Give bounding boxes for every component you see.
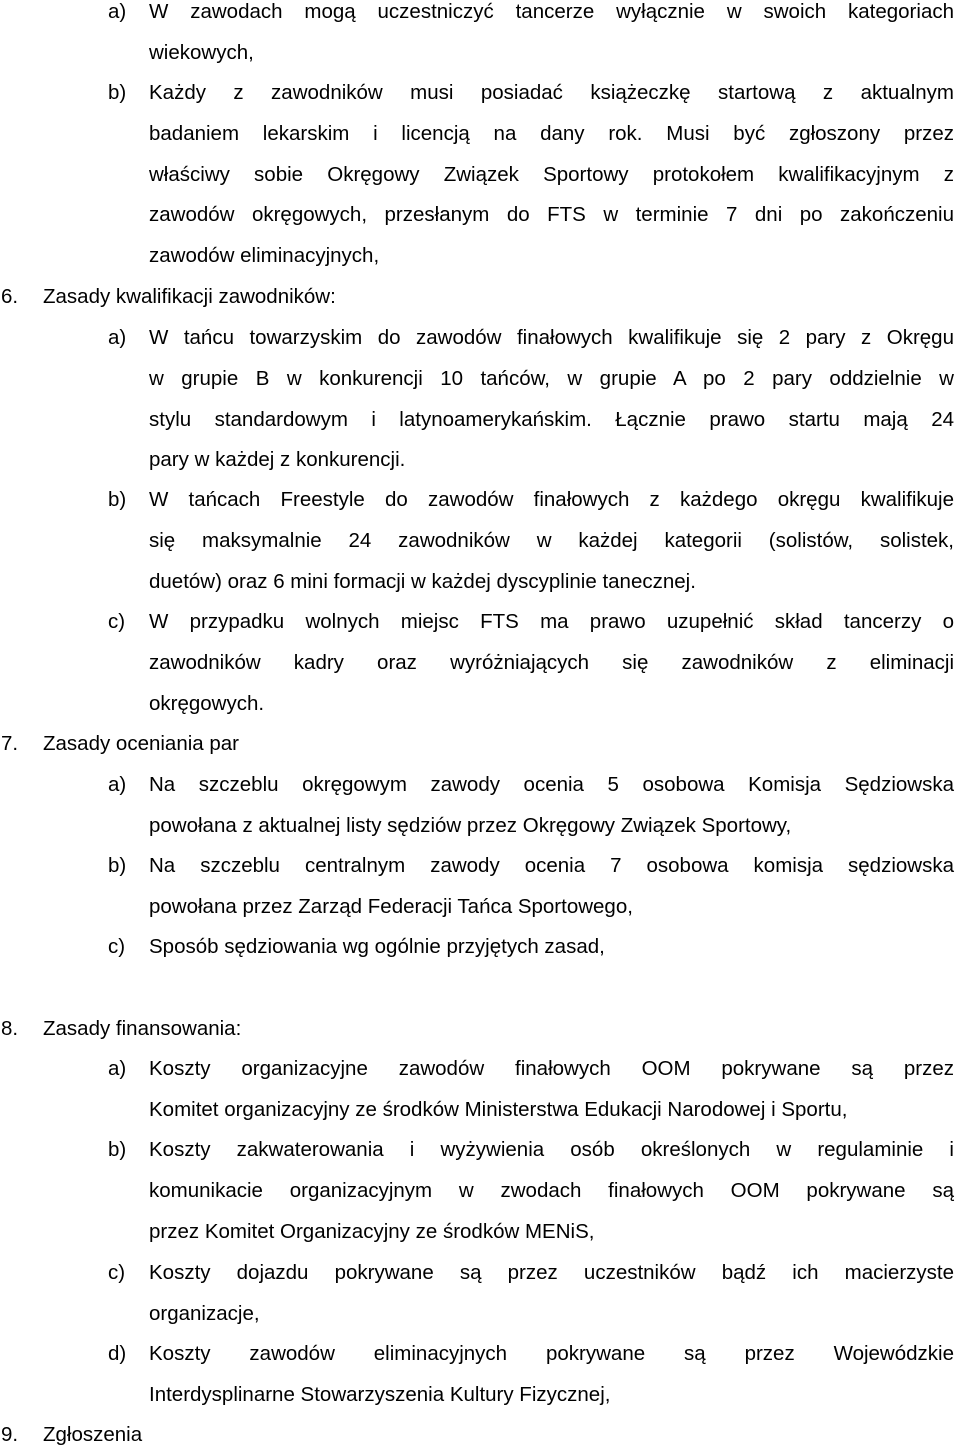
item-text-line: komunikacie organizacyjnym w zwodach finałowych OOM pokrywane są	[149, 1178, 954, 1202]
item-text-line: zawodów okręgowych, przesłanym do FTS w terminie 7 dni po zakończeniu	[149, 203, 954, 227]
section-number: 9.	[1, 1423, 19, 1446]
item-label: c)	[108, 1261, 126, 1284]
item-text-line: Koszty zawodów eliminacyjnych pokrywane są przez Wojewódzkie	[149, 1342, 954, 1365]
item-label: a)	[108, 1057, 127, 1080]
item-label: a)	[108, 773, 127, 796]
item-text-line: Interdysplinarne Stowarzyszenia Kultury Fizycznej,	[149, 1382, 611, 1406]
section-title: Zasady finansowania:	[43, 1017, 242, 1040]
section-number: 7.	[1, 732, 19, 755]
item-text-line: Na szczeblu okręgowym zawody ocenia 5 osobowa Komisja Sędziowska	[149, 773, 954, 796]
item-text-line: powołana z aktualnej listy sędziów przez Okręgowy Związek Sportowy,	[149, 813, 792, 837]
item-text-line: przez Komitet Organizacyjny ze środków MENiS,	[149, 1219, 595, 1243]
item-text-line: organizacje,	[149, 1301, 260, 1325]
item-text-line: zawodów eliminacyjnych,	[149, 244, 380, 268]
item-text-line: właściwy sobie Okręgowy Związek Sportowy protokołem kwalifikacyjnym z	[149, 162, 954, 186]
item-label: b)	[108, 854, 127, 877]
item-text-line: badaniem lekarskim i licencją na dany rok. Musi być zgłoszony przez	[149, 121, 954, 145]
item-text-line: wiekowych,	[149, 40, 254, 64]
item-text-line: w grupie B w konkurencji 10 tańców, w grupie A po 2 pary oddzielnie w	[149, 366, 954, 390]
item-label: a)	[108, 0, 127, 23]
item-label: a)	[108, 326, 127, 349]
item-text-line: duetów) oraz 6 mini formacji w każdej dyscyplinie tanecznej.	[149, 569, 696, 593]
item-text-line: powołana przez Zarząd Federacji Tańca Sportowego,	[149, 894, 633, 918]
item-text-line: Komitet organizacyjny ze środków Ministerstwa Edukacji Narodowej i Sportu,	[149, 1097, 848, 1121]
item-text-line: W tańcu towarzyskim do zawodów finałowych kwalifikuje się 2 pary z Okręgu	[149, 326, 954, 349]
item-text-line: W zawodach mogą uczestniczyć tancerze wyłącznie w swoich kategoriach	[149, 0, 954, 23]
item-text-line: Sposób sędziowania wg ogólnie przyjętych zasad,	[149, 935, 605, 958]
item-text-line: się maksymalnie 24 zawodników w każdej kategorii (solistów, solistek,	[149, 528, 954, 552]
item-text-line: Koszty zakwaterowania i wyżywienia osób określonych w regulaminie i	[149, 1138, 954, 1161]
item-label: b)	[108, 488, 127, 511]
section-title: Zasady oceniania par	[43, 732, 240, 755]
section-title: Zasady kwalifikacji zawodników:	[43, 285, 336, 308]
item-label: d)	[108, 1342, 127, 1365]
item-label: c)	[108, 935, 126, 958]
section-number: 8.	[1, 1017, 19, 1040]
item-text-line: Koszty dojazdu pokrywane są przez uczestników bądź ich macierzyste	[149, 1261, 954, 1284]
item-text-line: zawodników kadry oraz wyróżniających się zawodników z eliminacji	[149, 650, 954, 674]
section-title: Zgłoszenia	[43, 1423, 143, 1446]
section-number: 6.	[1, 285, 19, 308]
item-text-line: stylu standardowym i latynoamerykańskim. Łącznie prawo startu mają 24	[149, 407, 954, 431]
item-text-line: Na szczeblu centralnym zawody ocenia 7 osobowa komisja sędziowska	[149, 854, 954, 877]
item-text-line: okręgowych.	[149, 691, 265, 715]
item-label: b)	[108, 1138, 127, 1161]
item-text-line: Każdy z zawodników musi posiadać książeczkę startową z aktualnym	[149, 81, 954, 104]
item-label: b)	[108, 81, 127, 104]
item-text-line: Koszty organizacyjne zawodów finałowych OOM pokrywane są przez	[149, 1057, 954, 1080]
item-text-line: W tańcach Freestyle do zawodów finałowych z każdego okręgu kwalifikuje	[149, 488, 954, 511]
item-text-line: W przypadku wolnych miejsc FTS ma prawo uzupełnić skład tancerzy o	[149, 610, 954, 633]
item-label: c)	[108, 610, 126, 633]
item-text-line: pary w każdej z konkurencji.	[149, 448, 406, 472]
